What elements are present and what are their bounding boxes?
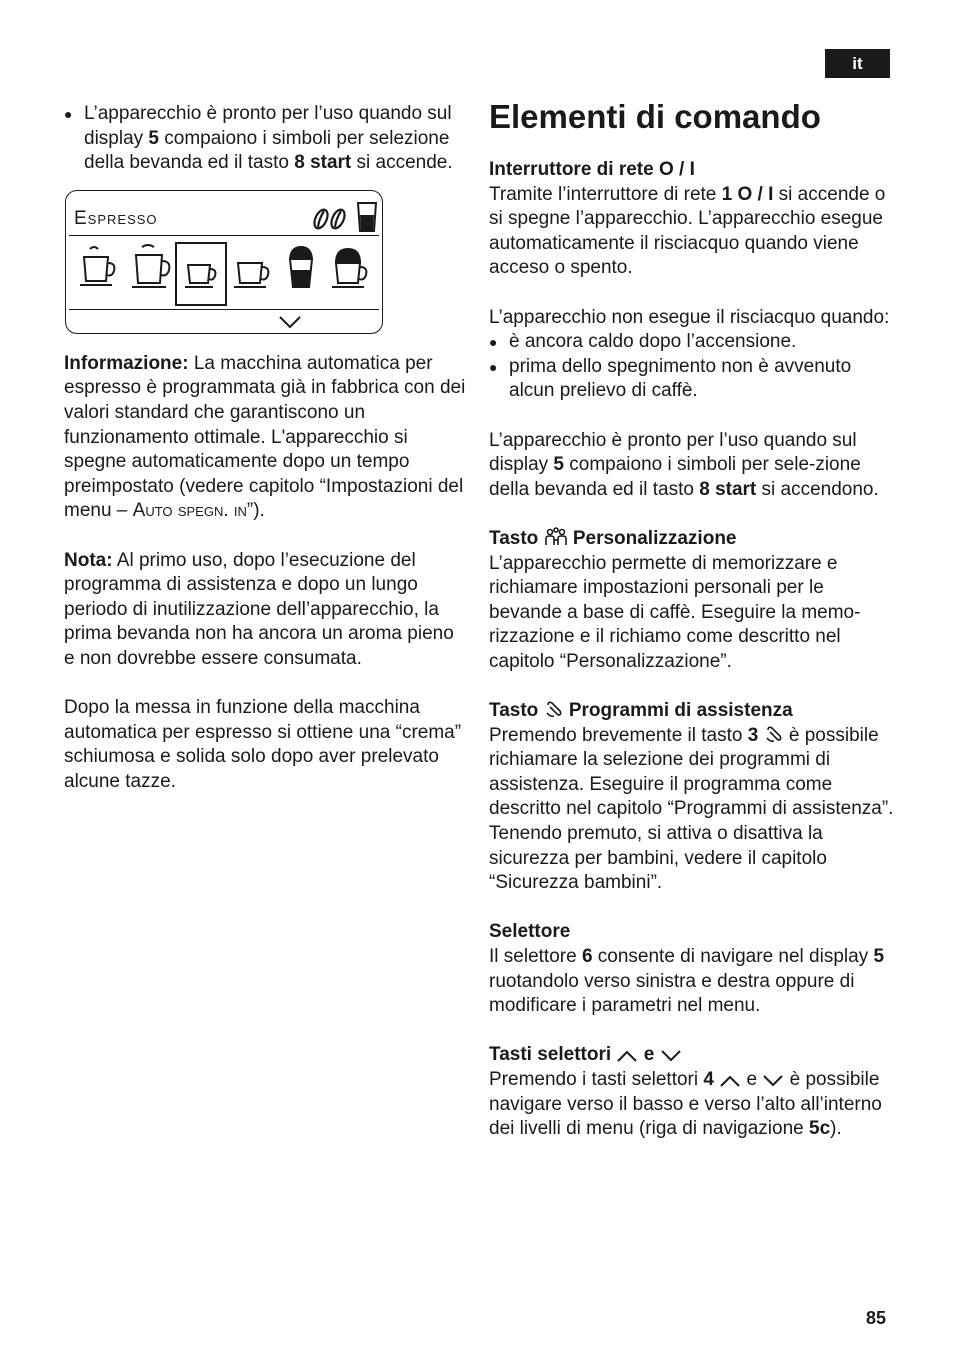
chevron-up-icon <box>616 1049 638 1063</box>
espresso-double-icon <box>80 247 114 285</box>
left-column <box>64 102 466 794</box>
service-programs-icon <box>544 699 564 719</box>
right-column <box>489 98 894 1142</box>
list-item: ● è ancora caldo dopo l’accensione. <box>489 330 894 355</box>
display-divider <box>69 309 379 310</box>
cappuccino-icon <box>332 249 366 287</box>
list-item: ● prima dello spegnimento non è avvenuto alcun prelievo di caffè. <box>489 355 894 404</box>
info-paragraph: Informazione: La macchina automatica per espresso è programmata già in fabbrica con dei valori standard che garantiscono un funzionamento ottimale. L'apparecchio si spegne automaticamente dopo un tempo preimpostato (vedere capitolo “Impostazioni del menu – Auto spegn. in”). <box>64 352 466 522</box>
selector-keys-text: Premendo i tasti selettori 4 e è possibile navigare verso il basso e verso l’alto all’interno dei livelli di menu (riga di navigazione 5c). <box>489 1068 882 1140</box>
chevron-up-icon <box>719 1074 741 1088</box>
intro-bullet: ● L’apparecchio è pronto per l’uso quando sul display 5 compaiono i simboli per selezione della bevanda ed il tasto 8 start si accende. <box>64 102 466 176</box>
service-programs-icon <box>764 724 784 744</box>
selector-heading: Selettore <box>489 921 571 943</box>
selector-keys-heading: Tasti selettori e <box>489 1043 894 1068</box>
power-switch-heading: Interruttore di rete O / I <box>489 159 695 180</box>
personalization-icon <box>544 527 568 547</box>
display-illustration <box>65 190 383 334</box>
coffee-icon <box>234 263 268 287</box>
display-title: Espresso <box>74 207 158 229</box>
espresso-icon <box>185 265 215 287</box>
section-title: Elementi di comando <box>489 98 821 135</box>
cup-size-icon <box>356 201 378 233</box>
crema-paragraph: Dopo la messa in funzione della macchina automatica per espresso si ottiene una “crema” schiumosa e solida solo dopo aver prelevato alcune tazze. <box>64 697 462 792</box>
ready-text: L’apparecchio è pronto per l’uso quando sul display 5 compaiono i simboli per sele-zione della bevanda ed il tasto 8 start si accendono. <box>489 429 879 500</box>
personalization-text: L’apparecchio permette di memorizzare e richiamare impostazioni personali per le bevande a base di caffè. Eseguire la memo-rizzazione e il richiamo come descritto nel capitolo “Personalizzazione”. <box>489 552 861 672</box>
chevron-down-icon <box>762 1074 784 1088</box>
beverage-icons-row <box>78 241 378 307</box>
service-programs-text: Premendo brevemente il tasto 3 è possibile richiamare la selezione dei programmi di assistenza. Eseguire il programma come descritto nel capitolo “Programmi di assistenza”. <box>489 724 894 820</box>
bean-strength-icon <box>311 204 353 234</box>
nota-paragraph: Nota: Al primo uso, dopo l’esecuzione del programma di assistenza e dopo un lungo periodo di inutilizzazione dell’apparecchio, la prima bevanda non ha ancora un aroma pieno e non dovrebbe essere consumata. <box>64 549 454 669</box>
rinse-text: L’apparecchio non esegue il risciacquo quando: <box>489 306 890 328</box>
page-number: 85 <box>866 1308 887 1328</box>
chevron-down-icon <box>278 315 302 329</box>
chevron-down-icon <box>660 1049 682 1063</box>
power-switch-text: Tramite l’interruttore di rete 1 O / I si accende o si spegne l’apparecchio. L’apparecchio esegue automaticamente il risciacquo quando viene acceso o spento. <box>489 183 886 279</box>
selector-text: Il selettore 6 consente di navigare nel display 5 ruotandolo verso sinistra e destra oppure di modificare i parametri nel menu. <box>489 946 885 1017</box>
coffee-double-icon <box>132 245 169 287</box>
latte-macchiato-icon <box>290 247 312 287</box>
language-tab: it <box>825 49 890 78</box>
service-programs-heading: Tasto Programmi di assistenza <box>489 700 793 722</box>
child-lock-text: Tenendo premuto, si attiva o disattiva la sicurezza per bambini, vedere il capitolo “Sicurezza bambini”. <box>489 823 827 894</box>
display-divider <box>69 235 379 236</box>
personalization-heading: Tasto Personalizzazione <box>489 527 737 549</box>
